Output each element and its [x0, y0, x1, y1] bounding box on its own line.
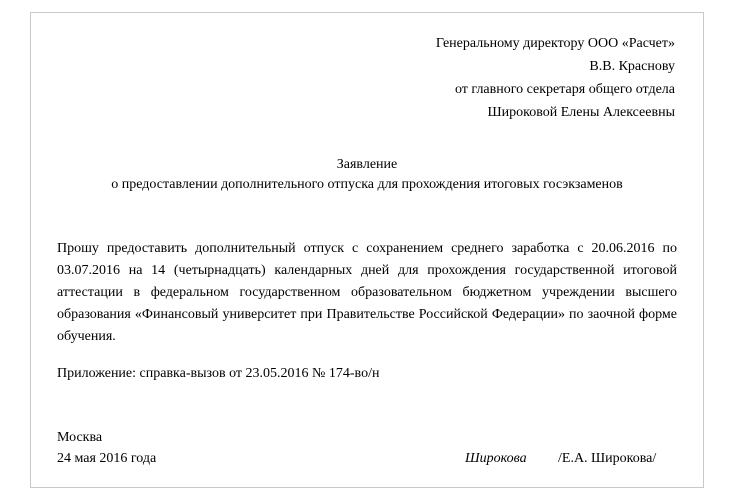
attachment-line: Приложение: справка-вызов от 23.05.2016 № 174-во/н [57, 366, 380, 381]
sender-line-position: от главного секретаря общего отдела [454, 82, 675, 97]
addressee-line-name: В.В. Краснову [589, 59, 675, 74]
request-paragraph: Прошу предоставить дополнительный отпуск с сохранением среднего заработка с 20.06.2016 по 03.07.2016 на 14 (четырнадцать) календарных дней для прохождения государственной итоговой аттестации в федеральном государственном образовательном бюджетном учреждении высшего образования «Финансовый университет при Правительстве Российской Федерации» по заочной форме обучения. [57, 241, 677, 344]
city-text: Москва [57, 430, 103, 445]
sender-line-name: Широковой Елены Алексеевны [487, 105, 675, 120]
document-title [57, 155, 677, 195]
handwritten-signature: Широкова [465, 451, 527, 466]
signature-name: /Е.А. Широкова/ [558, 451, 657, 466]
date-text: 24 мая 2016 года [57, 451, 157, 466]
addressee-line-director: Генеральному директору ООО «Расчет» [435, 36, 675, 51]
title-heading: Заявление [336, 157, 398, 172]
title-subheading: о предоставлении дополнительного отпуска для прохождения итоговых госэкзаменов [111, 177, 623, 192]
addressee-block [436, 32, 675, 124]
